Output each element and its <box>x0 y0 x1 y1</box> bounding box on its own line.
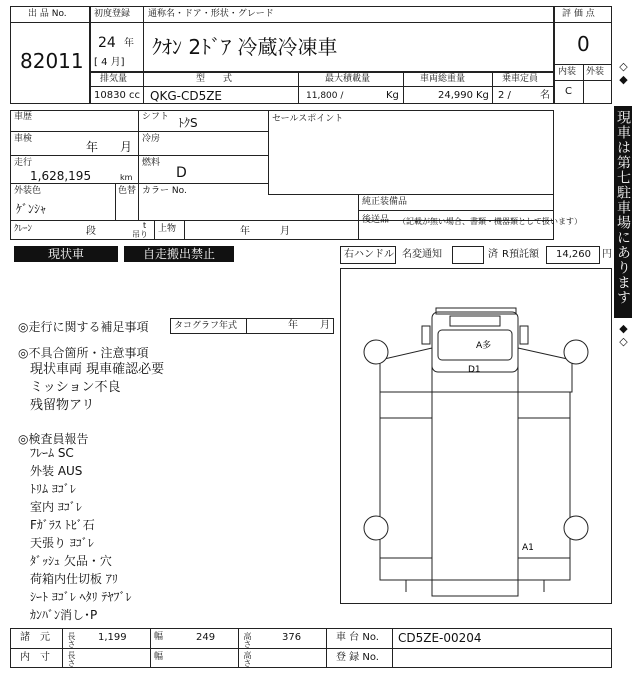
top-month: 月 <box>280 226 290 237</box>
current-car-badge: 現状車 <box>14 246 118 262</box>
divider <box>10 648 612 649</box>
interior-label: 内装 <box>558 67 577 77</box>
divider <box>115 183 116 220</box>
divider <box>10 22 90 23</box>
defect-item: 現状車両 現車確認必要 <box>30 362 165 377</box>
divider <box>358 194 359 240</box>
no-self-drive-badge: 自走搬出禁止 <box>124 246 234 262</box>
gross-weight: 24,990 <box>438 90 473 101</box>
score-label: 評 価 点 <box>562 9 595 19</box>
after-items-label: 後送品 <box>362 215 390 225</box>
width-value: 249 <box>196 632 216 643</box>
max-load-label: 最大積載量 <box>325 74 371 84</box>
registration-label: 登 録 No. <box>336 652 379 663</box>
genuine-equipment-label: 純正装備品 <box>362 197 408 207</box>
lot-label: 出 品 No. <box>28 9 67 19</box>
banner-bottom-symbol: ◆◇ <box>617 322 630 348</box>
interior-length-label: 長さ <box>67 651 76 667</box>
divider <box>154 220 155 240</box>
divider <box>403 72 404 104</box>
divider <box>184 220 185 240</box>
history-label: 車歴 <box>14 112 33 122</box>
color-value: ｹﾞﾝｼｬ <box>16 202 47 216</box>
after-items-note: （記載が無い場合、書類・機器類として扱います） <box>398 217 582 226</box>
inspector-item: ｶﾝﾊﾞﾝ消し･P <box>30 608 98 622</box>
length-label: 長さ <box>67 632 76 648</box>
shift-value: ﾄｸS <box>178 116 198 130</box>
divider <box>150 628 151 668</box>
crane-stage: 段 <box>86 226 96 237</box>
tacho-label: タコグラフ年式 <box>174 321 238 331</box>
height-value: 376 <box>282 632 302 643</box>
gross-weight-unit: Kg <box>476 90 489 101</box>
chassis-value: CD5ZE-00204 <box>398 631 482 645</box>
max-load: 11,800 / <box>306 91 344 101</box>
crane-hoist: 吊り <box>132 230 148 239</box>
recycle-unit: 円 <box>602 249 612 260</box>
crane-label: ｸﾚｰﾝ <box>14 224 33 234</box>
divider <box>10 131 268 132</box>
fuel-value: D <box>176 165 187 181</box>
reg-year: 24 <box>98 35 116 51</box>
model-code-label: 型 式 <box>196 74 233 84</box>
divider <box>246 318 247 334</box>
ac-label: 冷房 <box>142 134 161 144</box>
inspector-item: 外装 AUS <box>30 464 83 478</box>
divider <box>238 628 239 668</box>
fuel-label: 燃料 <box>142 158 161 168</box>
width-label: 幅 <box>154 632 164 642</box>
damage-mark: A多 <box>476 341 492 351</box>
height-label: 高さ <box>243 632 252 648</box>
dims-label: 諸 元 <box>20 632 50 643</box>
name-change-label: 名変通知 <box>402 249 442 260</box>
inspector-item: 荷箱内仕切板 ｱﾘ <box>30 572 118 586</box>
model-code: QKG-CD5ZE <box>150 89 222 103</box>
displacement-label: 排気量 <box>100 74 128 84</box>
divider <box>298 72 299 104</box>
score: 0 <box>577 32 590 56</box>
divider <box>268 194 554 195</box>
divider <box>10 155 268 156</box>
recycle-label: R預託額 <box>502 249 539 260</box>
sales-point-label: セールスポイント <box>272 114 344 124</box>
inspector-title: ◎検査員報告 <box>18 432 89 446</box>
chassis-label: 車 台 No. <box>336 632 379 643</box>
defect-item: ミッション不良 <box>30 380 121 395</box>
mileage-value: 1,628,195 <box>30 169 92 183</box>
divider <box>90 86 554 87</box>
banner-text: 現車は第七駐車場にあります <box>615 110 631 305</box>
inspection-label: 車検 <box>14 134 33 144</box>
model-title-label: 通称名・ドア・形状・グレード <box>148 9 274 19</box>
crane-ton: t <box>143 221 147 230</box>
defect-title: ◎不具合箇所・注意事項 <box>18 346 149 360</box>
divider <box>268 110 269 194</box>
shift-label: シフト <box>142 112 170 122</box>
side-banner <box>612 60 634 360</box>
truck-diagram <box>340 268 612 604</box>
inspector-item: Fｶﾞﾗｽ ﾄﾋﾞ石 <box>30 518 95 532</box>
reg-year-unit: 年 <box>124 38 134 49</box>
interior-width-label: 幅 <box>154 652 164 662</box>
divider <box>62 628 63 668</box>
divider <box>583 64 584 104</box>
color-label: 外装色 <box>14 186 42 196</box>
divider <box>143 6 144 72</box>
max-load-unit: Kg <box>386 90 399 101</box>
top-label: 上物 <box>158 224 177 234</box>
lot-number: 82011 <box>20 49 84 73</box>
divider <box>90 22 554 23</box>
divider <box>358 210 554 211</box>
recycle-tag: 済 <box>488 249 498 260</box>
tacho-month: 月 <box>320 320 330 331</box>
mileage-label: 走行 <box>14 158 33 168</box>
inspection-year: 年 <box>86 140 99 154</box>
damage-mark: D1 <box>468 365 481 375</box>
color-number-label: カラー No. <box>142 186 187 196</box>
capacity-label: 乗車定員 <box>502 74 539 84</box>
divider <box>492 72 493 104</box>
defect-item: 残留物アリ <box>30 398 95 413</box>
banner-top-symbol: ◇◆ <box>617 60 630 86</box>
inspector-item: 天張り ﾖｺﾞﾚ <box>30 536 94 550</box>
right-handle: 右ハンドル <box>344 249 394 260</box>
interior-dims-label: 内 寸 <box>20 652 50 663</box>
driving-notes-title: ◎走行に関する補足事項 <box>18 320 149 334</box>
divider <box>326 628 327 668</box>
mileage-unit: km <box>120 173 133 182</box>
capacity: 2 / <box>498 90 511 101</box>
inspector-list <box>30 444 131 624</box>
exterior-label: 外装 <box>586 67 605 77</box>
divider <box>143 72 144 104</box>
inspector-item: ﾀﾞｯｼｭ 欠品・穴 <box>30 554 112 568</box>
divider <box>138 110 139 220</box>
inspector-item: ｼｰﾄ ﾖｺﾞﾚ ﾍﾀﾘ ﾃﾔﾌﾞﾚ <box>30 590 132 604</box>
interior-height-label: 高さ <box>243 651 252 667</box>
name-change-box <box>452 246 484 264</box>
gross-weight-label: 車両総重量 <box>420 74 466 84</box>
length-value: 1,199 <box>98 632 127 643</box>
top-year: 年 <box>240 226 250 237</box>
inspection-month: 月 <box>120 140 133 154</box>
model-name: ｸｵﾝ 2ﾄﾞｱ 冷蔵冷凍車 <box>152 35 338 59</box>
defect-list <box>30 361 164 415</box>
color-change-label: 色替 <box>118 186 137 196</box>
divider <box>392 628 393 668</box>
damage-mark: A1 <box>522 543 534 553</box>
reg-month: [ 4 月] <box>94 57 125 68</box>
inspector-item: ﾄﾘﾑ ﾖｺﾞﾚ <box>30 482 76 496</box>
divider <box>10 183 268 184</box>
interior-grade: C <box>565 86 572 97</box>
displacement: 10830 cc <box>94 90 140 101</box>
inspector-item: 室内 ﾖｺﾞﾚ <box>30 500 82 514</box>
inspector-item: ﾌﾚｰﾑ SC <box>30 446 74 460</box>
tacho-year: 年 <box>288 320 298 331</box>
divider <box>554 22 612 23</box>
first-reg-label: 初度登録 <box>94 9 131 19</box>
recycle-amount: 14,260 <box>556 249 591 260</box>
capacity-unit: 名 <box>540 90 550 101</box>
